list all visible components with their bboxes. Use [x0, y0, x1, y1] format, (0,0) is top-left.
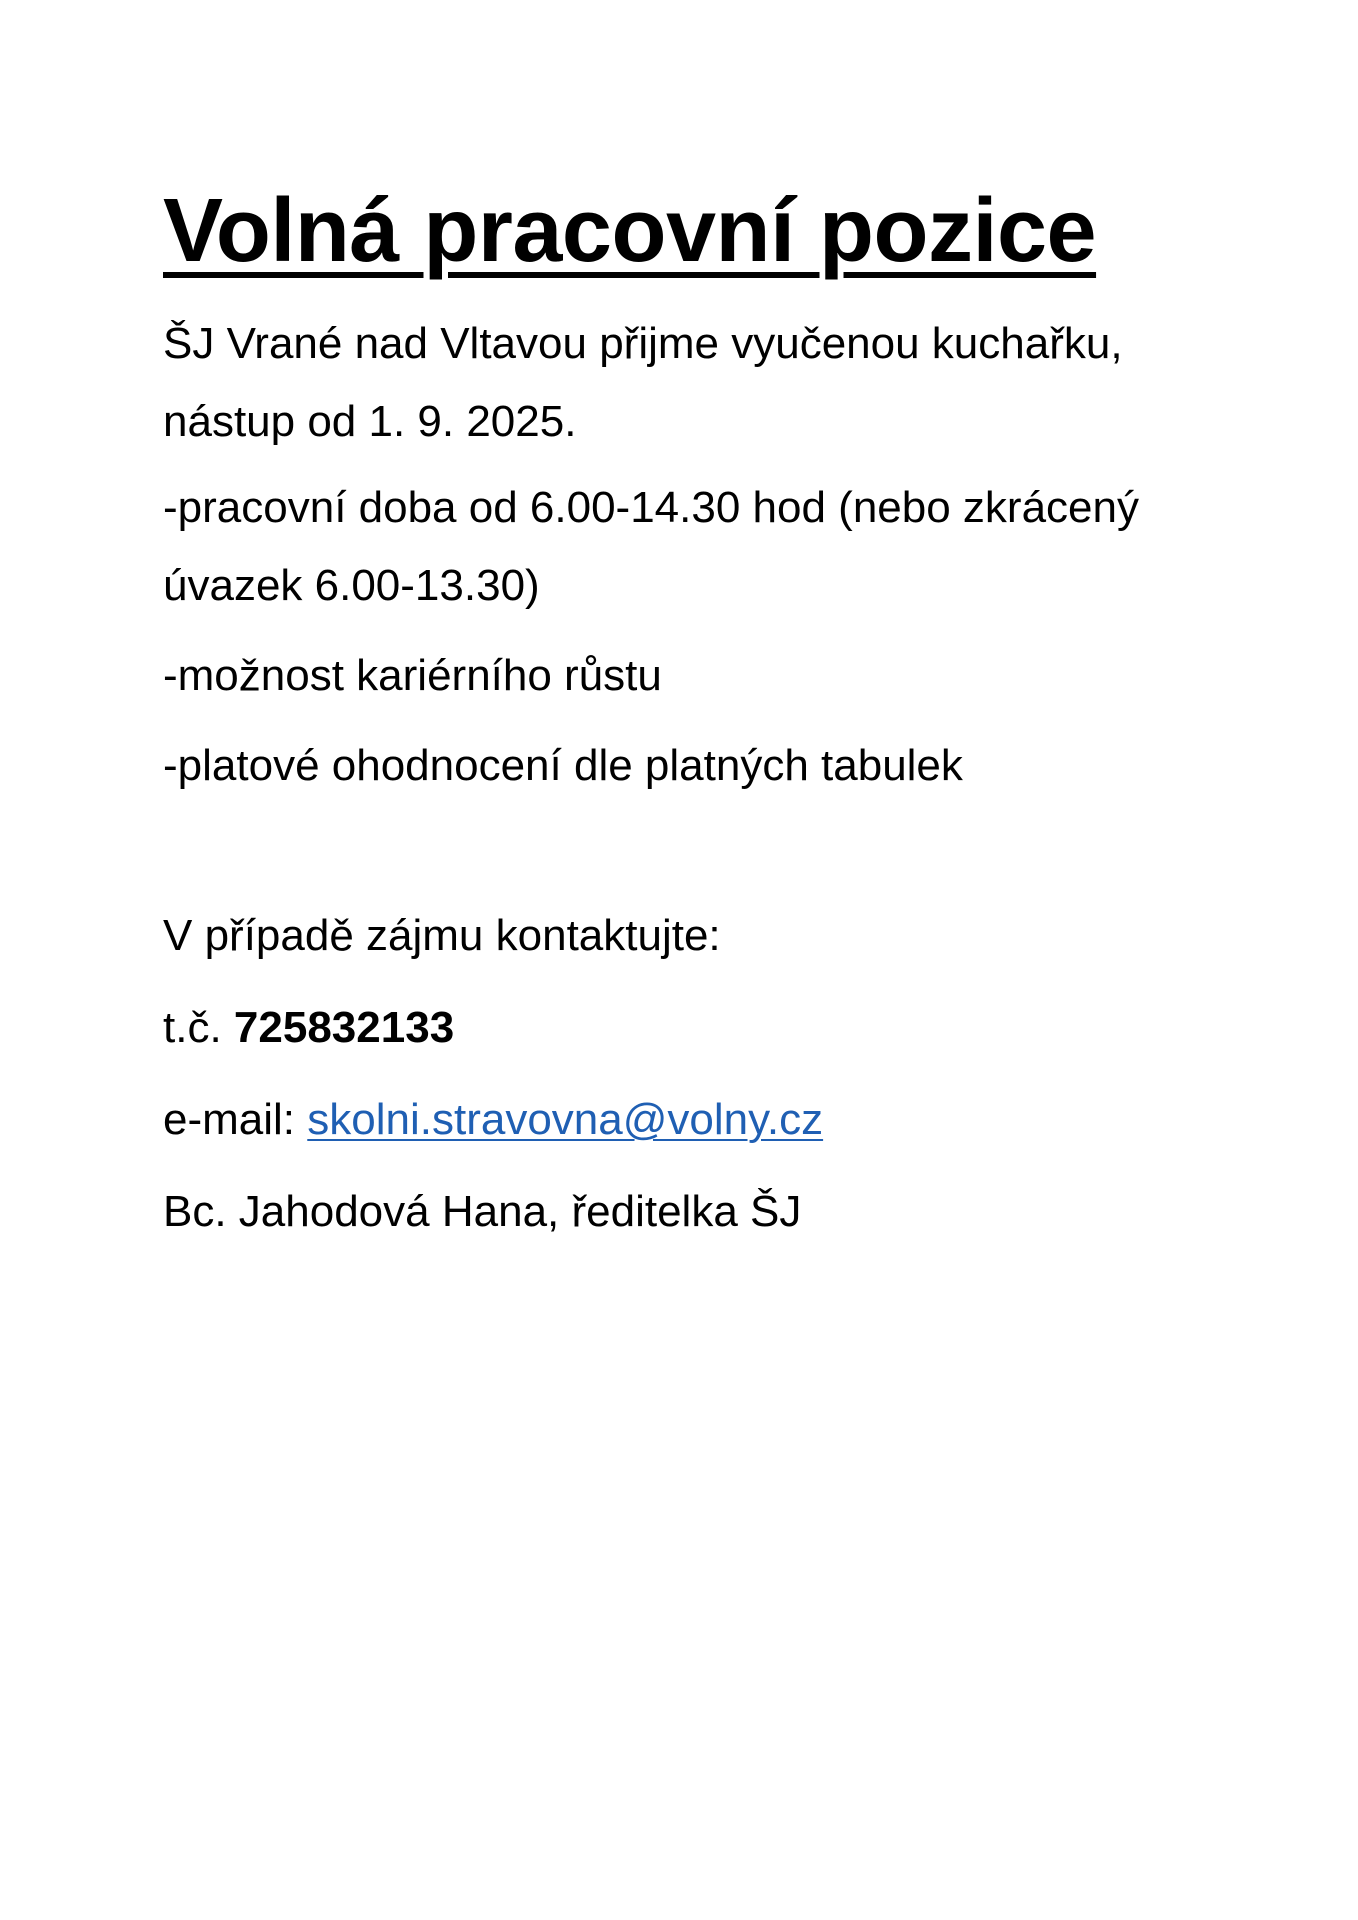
- contact-heading: V případě zájmu kontaktujte:: [163, 910, 721, 960]
- email-link[interactable]: skolni.stravovna@volny.cz: [307, 1094, 824, 1144]
- email-label: e-mail:: [163, 1094, 296, 1144]
- email-line: [163, 1081, 1223, 1159]
- signature: Bc. Jahodová Hana, ředitelka ŠJ: [163, 1186, 802, 1236]
- phone-line: [163, 989, 1223, 1067]
- bullet-salary: -platové ohodnocení dle platných tabulek: [163, 740, 963, 790]
- phone-label: t.č.: [163, 1002, 222, 1052]
- page-title: Volná pracovní pozice: [163, 181, 1097, 281]
- phone-number: 725832133: [233, 1002, 455, 1052]
- bullet-working-hours: -pracovní doba od 6.00-14.30 hod (nebo zkrácený úvazek 6.00-13.30): [163, 482, 1139, 610]
- bullet-career-growth: -možnost kariérního růstu: [163, 650, 662, 700]
- document-content: [163, 181, 1223, 1251]
- intro-text: ŠJ Vrané nad Vltavou přijme vyučenou kuchařku, nástup od 1. 9. 2025.: [163, 318, 1123, 446]
